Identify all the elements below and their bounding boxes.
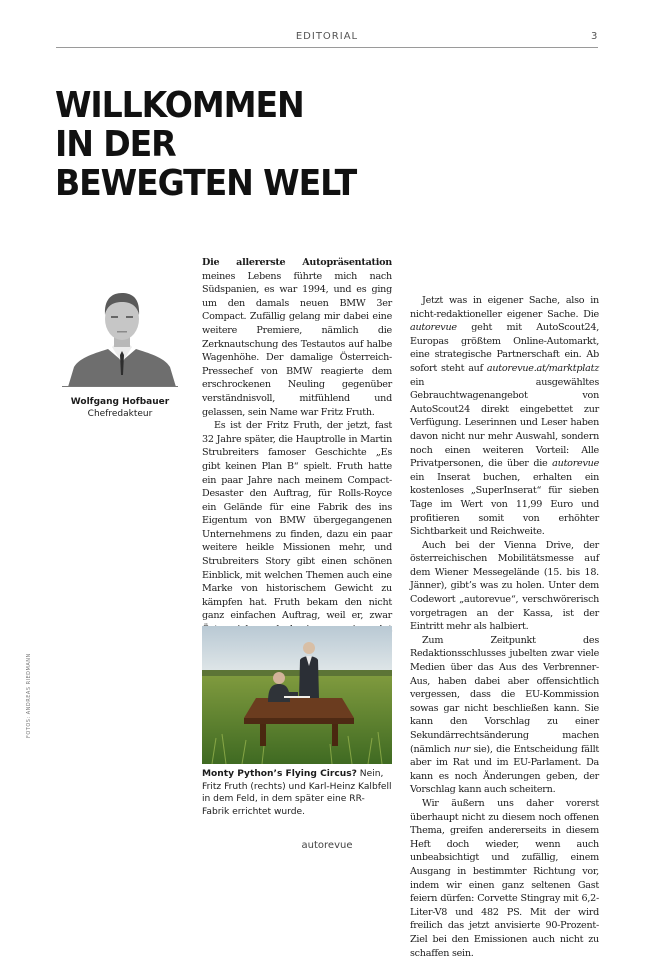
paragraph-6: Wir äußern uns daher vorerst überhaupt nicht zu diesem noch offenen Thema, greifen andererseits in diesem Heft doch wieder, wenn auch unbeabsichtigt und zufällig, einem Ausgang in bestimmter Richtung vor, indem wir einen ganz seltenen Gast feiern dürfen: Corvette Stingray mit 6,2-Liter-V8 und 482 PS. Mit der wird freilich das jetzt anvisierte 90-Prozent-Ziel bei den Emissionen auch nicht zu schaffen sein.: [410, 797, 599, 959]
author-box: [62, 396, 178, 420]
author-name: Wolfgang Hofbauer: [70, 397, 170, 407]
photo-credit: FOTOS: ANDREAS RIEDMANN: [26, 653, 32, 738]
headline-line-2: IN DER: [55, 124, 176, 165]
page-number: 3: [591, 31, 598, 42]
paragraph-3-text-a: Jetzt was in eigener Sache, also in nicht-redaktioneller eigener Sache. Die: [410, 295, 599, 320]
lead-in: Die allererste Autopräsentation: [202, 257, 392, 268]
headline: [55, 86, 356, 203]
marketplace-url: autorevue.at/marktplatz: [486, 362, 599, 374]
paragraph-1: [202, 256, 392, 419]
article-photo: [202, 626, 392, 764]
paragraph-4: Auch bei der Vienna Drive, der österreichischen Mobilitätsmesse auf dem Wiener Messegelände (15. bis 18. Jänner), gibt’s was zu holen. Unter dem Codewort „autorevue“, verschwörerisch vorgetragen an der Kassa, ist der Eintritt mehr als halbiert.: [410, 539, 599, 633]
emphasis-nur: nur: [453, 743, 471, 755]
portrait-rule: [62, 386, 178, 387]
paragraph-3-text-b: geht mit AutoScout24, Europas größtem Online-Automarkt, eine strategische Partnerschaft ein. Ab sofort steht auf: [410, 322, 599, 374]
paragraph-2: Es ist der Fritz Fruth, der jetzt, fast 32 Jahre später, die Hauptrolle in Martin Strubreiters famoser Geschichte „Es gibt keinen Plan B“ spielt. Fruth hatte ein paar Jahre nach meinem Compact-Desaster den Auftrag, für Rolls-Royce ein Gelände für eine Fabrik des ins Eigentum von BMW übergegangenen Unternehmens zu finden, dazu ein paar weitere heikle Missionen mehr, und Strubreiters Story gibt einen schönen Einblick, mit welchen Themen auch eine Marke von historischem Gewicht zu kämpfen hat. Fruth bekam den nicht ganz einfachen Auftrag, weil er, zwar: [202, 420, 392, 622]
article-column-2: [410, 294, 599, 960]
paragraph-3-text-d: ein Inserat buchen, erhalten ein kostenloses „SuperInserat“ für sieben Tage im Wert von 11,99 Euro und profitieren somit von erhöhter Sichtbarkeit und Reichweite.: [410, 471, 599, 538]
paragraph-3: [410, 294, 599, 539]
header-rule: [56, 47, 598, 48]
caption-text: Nein, Fritz Fruth (rechts) und Karl-Heinz Kalbfell in dem Feld, in dem später eine RR-Fabrik errichtet wurde.: [202, 769, 392, 817]
brand-mention-2: autorevue: [552, 458, 599, 470]
paragraph-5-text-b: sie), die Entscheidung fällt aber im Rat und im EU-Parlament. Da kann es noch Änderungen geben, der Vorschlag kann auch scheitern.: [410, 743, 599, 796]
photo-caption: [202, 768, 392, 818]
section-label: EDITORIAL: [295, 31, 359, 42]
headline-line-1: WILLKOMMEN: [55, 85, 304, 126]
brand-mention-1: autorevue: [410, 322, 457, 334]
paragraph-1-text: meines Lebens führte mich nach Südspanien, es war 1994, und es ging um den damals neuen BMW 3er Compact. Zufällig gelang mir dabei eine weitere Premiere, nämlich die Zerknautschung des Testautos auf halbe Wagenhöhe. Der damalige Österreich-Pressechef von BMW reagierte dem erschrockenen Neuling gegenüber verständnisvoll, mitfühlend und gelassen, sein Name war Fritz Fruth.: [202, 270, 392, 418]
footer-brand: autorevue: [301, 840, 353, 851]
author-portrait: [66, 285, 178, 387]
paragraph-5: [410, 634, 599, 797]
article-column-1: [202, 256, 392, 677]
headline-line-3: BEWEGTEN WELT: [55, 163, 357, 204]
author-role: Chefredakteur: [87, 409, 153, 419]
paragraph-5-text-a: Zum Zeitpunkt des Redaktionsschlusses jubelten zwar viele Medien über das Aus des Verbrenner-Aus, haben dabei aber offensichtlich vergessen, dass die EU-Kommission sowas gar nicht beschließen kann. Sie kann den Vorschlag zu einer Sekundärrechtsänderung machen (nämlich: [410, 634, 599, 755]
caption-lead: Monty Python’s Flying Circus?: [202, 769, 357, 779]
paragraph-3-text-c: ein ausgewähltes Gebrauchtwagenangebot von AutoScout24 direkt eingebettet zur Verfügung. Leserinnen und Leser haben davon nicht nur mehr Auswahl, sondern noch einen weiteren Vorteil: Alle Privatpersonen, die über die: [410, 376, 599, 470]
